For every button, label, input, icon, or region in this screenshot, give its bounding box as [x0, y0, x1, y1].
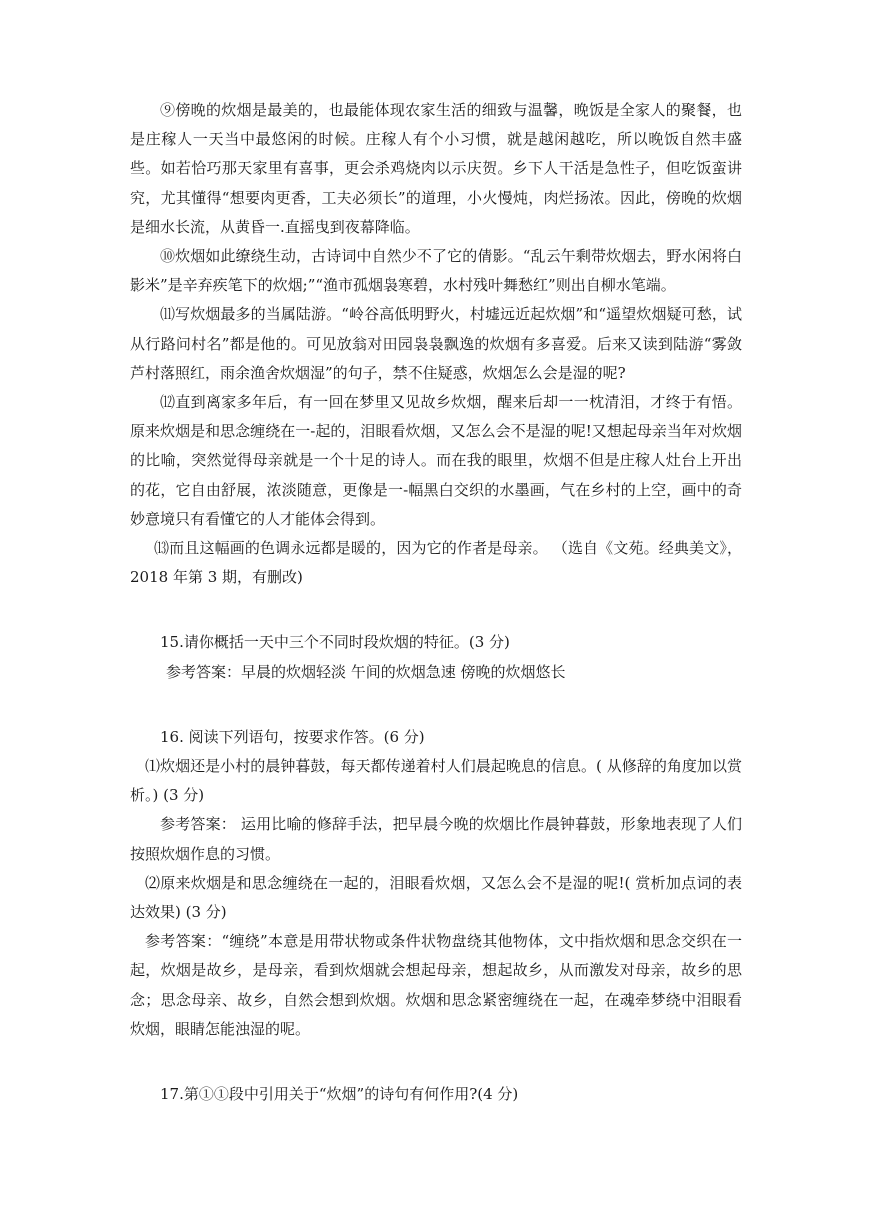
question-15-answer: 参考答案：早晨的炊烟轻淡 午间的炊烟急速 傍晚的炊烟悠长 — [166, 662, 566, 681]
question-16-answer-2: 参考答案：“缠绕”本意是用带状物或条件状物盘绕其他物体，文中指炊烟和思念交织在一起，炊烟是故乡，是母亲，看到炊烟就会想起母亲，想起故乡，从而激发对母亲，故乡的思念；思念母亲、故乡，自然会想到炊烟。炊烟和思念紧密缠绕在一起，在魂牵梦绕中泪眼看炊烟，眼睛怎能浊湿的呢。 — [130, 932, 742, 1038]
question-16-sub-2: ⑵原来炊烟是和思念缠绕在一起的，泪眼看炊烟，又怎么会不是湿的呢!( 赏析加点词的表达效果) (3 分) — [130, 873, 742, 922]
spacer — [130, 687, 742, 723]
question-16-stem: 16. 阅读下列语句，按要求作答。(6 分) — [160, 727, 425, 746]
paragraph-10: ⑩炊烟如此缭绕生动，古诗词中自然少不了它的倩影。“乱云午剩带炊烟去，野水闲将白影米”是辛弃疾笔下的炊烟;”“渔市孤烟袅寒碧，水村残叶舞愁红”则出自柳水笔端。 — [130, 247, 742, 295]
spacer — [130, 1044, 742, 1080]
paragraph-9: ⑨傍晚的炊烟是最美的，也最能体现农家生活的细致与温馨，晚饭是全家人的聚餐，也是庄稼人一天当中最悠闲的时候。庄稼人有个小习惯，就是越闲越吃，所以晚饭自然丰盛些。如若恰巧那天家里有喜事，更会杀鸡烧肉以示庆贺。乡下人干活是急性子，但吃饭蛮讲究，尤其懂得“想要肉更香，工夫必须长”的道理，小火慢炖，肉烂扬浓。因此，傍晚的炊烟是细水长流，从黄昏一.直摇曳到夜幕降临。 — [130, 101, 742, 236]
question-16-sub-1: ⑴炊烟还是小村的晨钟暮鼓，每天都传递着村人们晨起晚息的信息。( 从修辞的角度加以赏析。) (3 分) — [130, 757, 742, 805]
document-page — [130, 96, 742, 1109]
paragraph-11: ⑾写炊烟最多的当属陆游。“岭谷高低明野火，村墟远近起炊烟”和“遥望炊烟疑可愁，试从行路问村名”都是他的。可见放翁对田园袅袅飘逸的炊烟有多喜爱。后来又读到陆游“雾敛芦村落照红，雨余渔舍炊烟湿”的句子，禁不住疑惑，炊烟怎么会是湿的呢? — [130, 305, 742, 382]
question-17-stem: 17.第①①段中引用关于“炊烟”的诗句有何作用?(4 分) — [160, 1085, 519, 1104]
spacer — [130, 592, 742, 628]
paragraph-12: ⑿直到离家多年后，有一回在梦里又见故乡炊烟，醒来后却一一枕清泪，才终于有悟。原来炊烟是和思念缠绕在一-起的，泪眼看炊烟，又怎么会不是湿的呢!又想起母亲当年对炊烟的比喻，突然觉得母亲就是一个十足的诗人。而在我的眼里，炊烟不但是庄稼人灶台上开出的花，它自由舒展，浓淡随意，更像是一-幅黑白交织的水墨画，气在乡村的上空，画中的奇妙意境只有看懂它的人才能体会得到。 — [130, 393, 742, 528]
paragraph-13: ⒀而且这幅画的色调永远都是暖的，因为它的作者是母亲。 （选自《文苑。经典美文》，2018 年第 3 期，有删改) — [130, 539, 742, 587]
question-16-answer-1: 参考答案： 运用比喻的修辞手法，把早晨今晚的炊烟比作晨钟暮鼓，形象地表现了人们按照炊烟作息的习惯。 — [130, 815, 742, 863]
question-15-stem: 15.请你概括一天中三个不同时段炊烟的特征。(3 分) — [160, 633, 510, 652]
